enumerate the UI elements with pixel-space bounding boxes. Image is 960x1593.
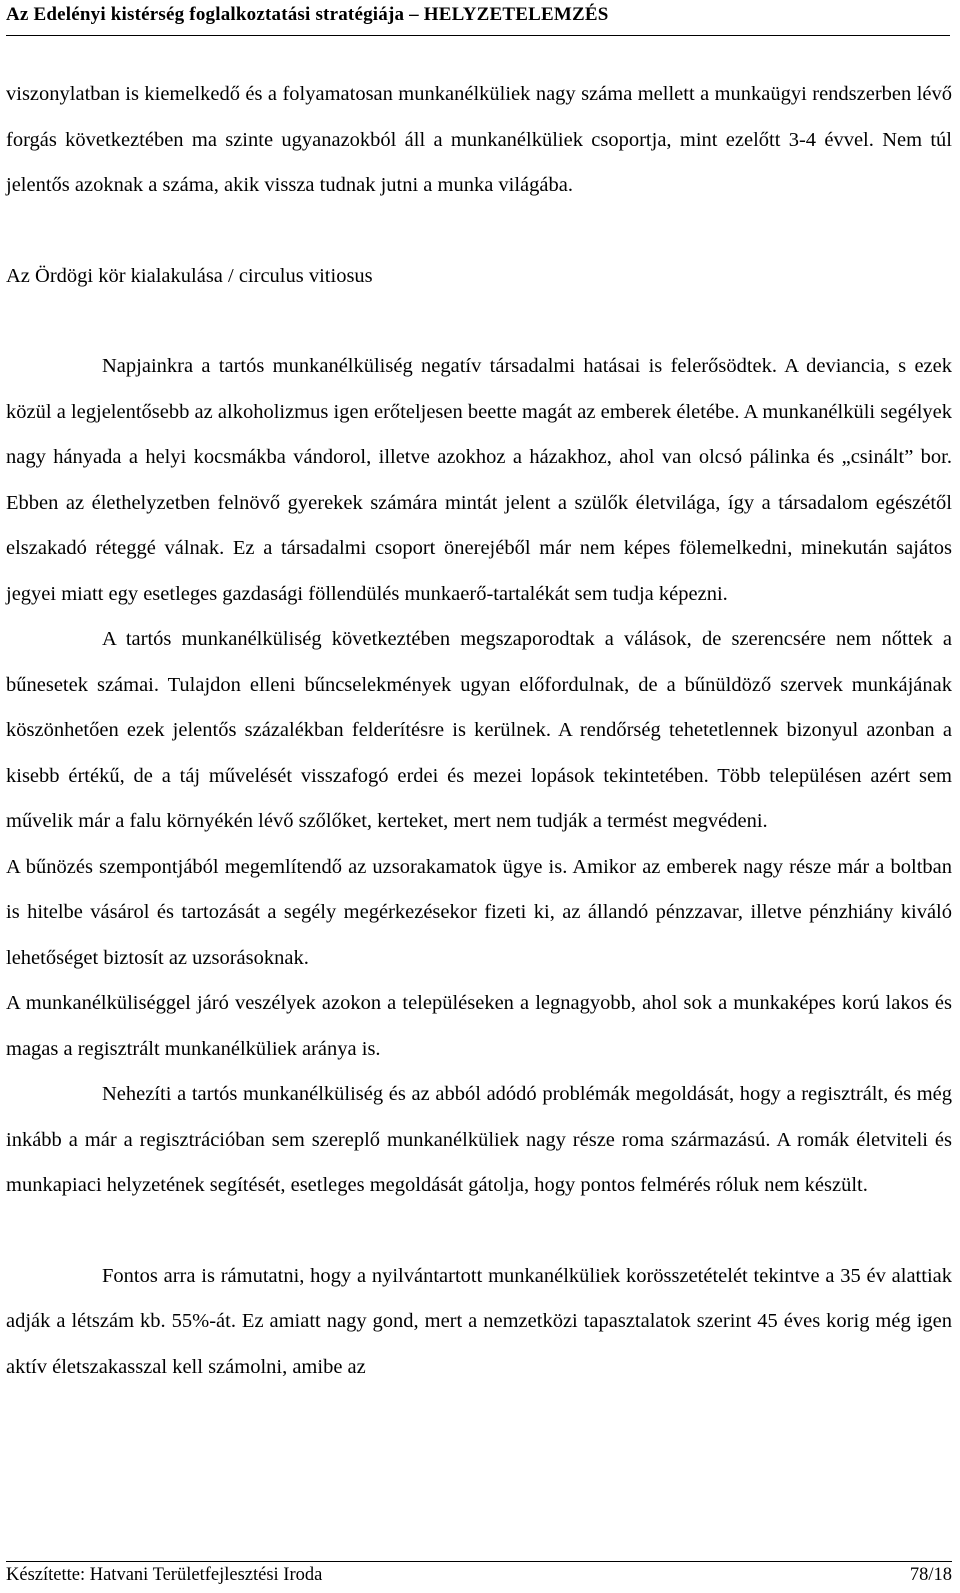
paragraph-crime: A tartós munkanélküliség következtében megszaporodtak a válások, de szerencsére nem nőttek a bűnesetek számai. Tulajdon elleni bűncselekmények ugyan előfordulnak, de a bűnüldöző szervek munkájának köszönhetően ezek jelentős százalékban felderítésre is kerülnek. A rendőrség tehetetlennek bizonyul azonban a kisebb értékű, de a táj művelését visszafogó erdei és mezei lopások tekintetében. Több településen azért sem művelik már a falu környékén lévő szőlőket, kerteket, mert nem tudják a termést megvédeni. [6,628,952,832]
page-header [6,4,950,36]
paragraph-age-structure: Fontos arra is rámutatni, hogy a nyilvántartott munkanélküliek korösszetételét tekintve a 35 év alattiak adják a létszám kb. 55%-át. Ez amiatt nagy gond, mert a nemzetközi tapasztalatok szerint 45 éves korig még igen aktív életszakasszal kell számolni, amibe az [6,1264,952,1378]
paragraph-dangers: A munkanélküliséggel járó veszélyek azokon a településeken a legnagyobb, ahol sok a munkaképes korú lakos és magas a regisztrált munkanélküliek aránya is. [6,992,952,1060]
document-title: Az Edelényi kistérség foglalkoztatási stratégiája – HELYZETELEMZÉS [6,4,609,25]
paragraph-continued: viszonylatban is kiemelkedő és a folyamatosan munkanélküliek nagy száma mellett a munkaügyi rendszerben lévő forgás következtében ma szinte ugyanazokból áll a munkanélküliek csoportja, mint ezelőtt 3-4 évvel. Nem túl jelentős azoknak a száma, akik vissza tudnak jutni a munka világába. [6,83,952,196]
paragraph-usury: A bűnözés szempontjából megemlítendő az uzsorakamatok ügye is. Amikor az emberek nagy része már a boltban is hitelbe vásárol és tartozását a segély megérkezésekor fizeti ki, az állandó pénzzavar, illetve pénzhiány kiváló lehetőséget biztosít az uzsorásoknak. [6,855,952,969]
paragraph-social-effects: Napjainkra a tartós munkanélküliség negatív társadalmi hatásai is felerősödtek. A deviancia, s ezek közül a legjelentősebb az alkoholizmus igen erőteljesen beette magát az emberek életébe. A munkanélküli segélyek nagy hányada a helyi kocsmákba vándorol, illetve azokhoz a házakhoz, ahol van olcsó pálinka és „csinált” bor. Ebben az élethelyzetben felnövő gyerekek számára mintát jelent a szülők életvilága, így a társadalom egészétől elszakadó réteggé válnak. Ez a társadalmi csoport önerejéből már nem képes fölemelkedni, minekután sajátos jegyei miatt egy esetleges gazdasági föllendülés munkaerő-tartalékát sem tudja képezni. [6,355,952,605]
paragraph-roma: Nehezíti a tartós munkanélküliség és az abból adódó problémák megoldását, hogy a regisztrált, és még inkább a már a regisztrációban sem szereplő munkanélküliek nagy része roma származású. A romák életviteli és munkapiaci helyzetének segítését, esetleges megoldását gátolja, hogy pontos felmérés róluk nem készült. [6,1083,952,1196]
page-footer [6,1561,952,1586]
footer-author: Készítette: Hatvani Területfejlesztési Iroda [6,1565,323,1585]
section-heading: Az Ördögi kör kialakulása / circulus vitiosus [6,264,373,287]
document-body [6,72,952,1390]
page-number: 78/18 [909,1565,952,1585]
